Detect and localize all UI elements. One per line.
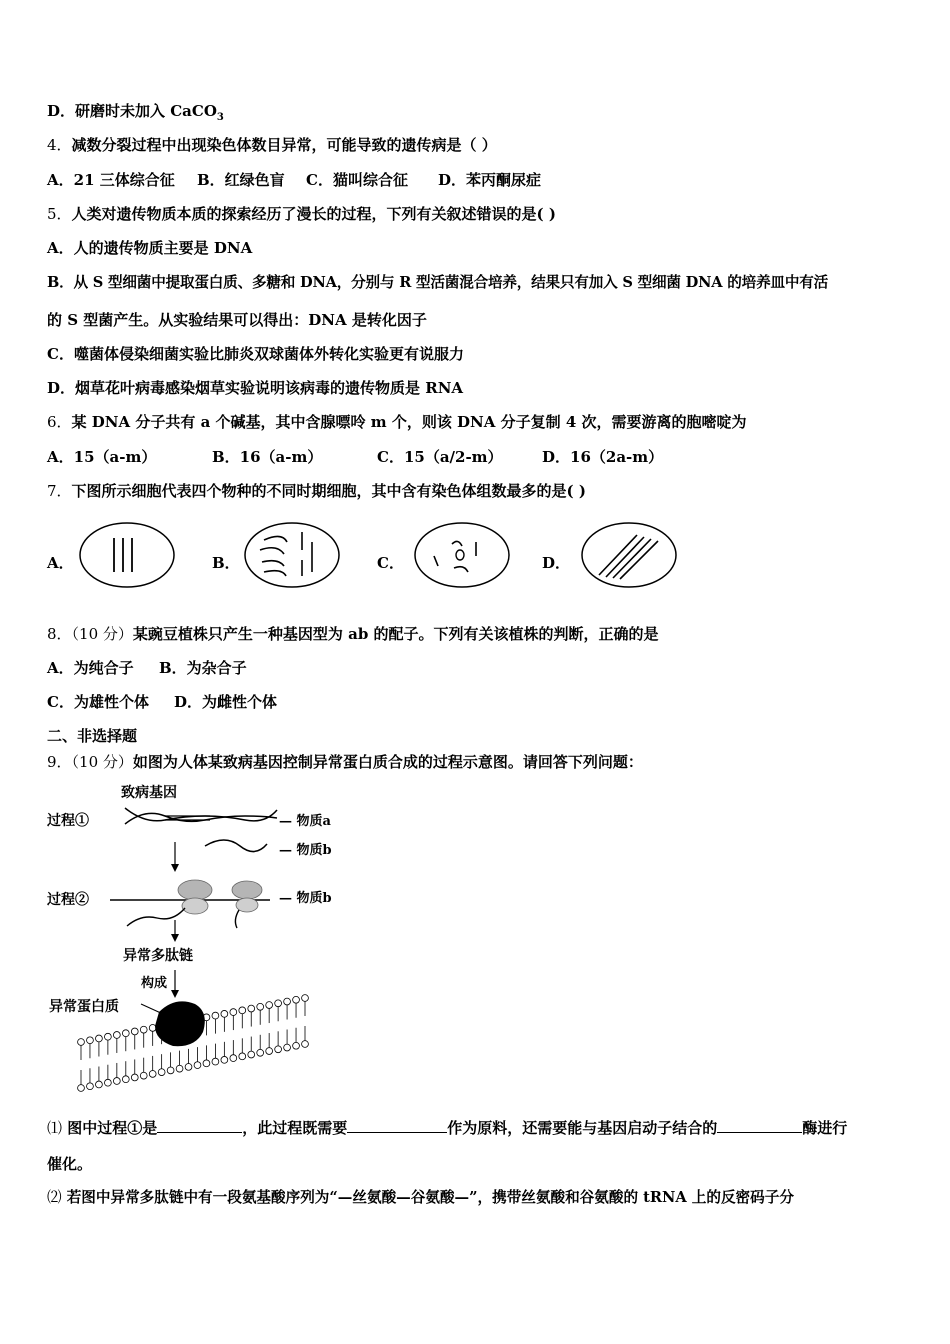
q9-subquestion-2: ⑵ 若图中异常多肽链中有一段氨基酸序列为“—丝氨酸—谷氨酸—”，携带丝氨酸和谷氨酸的 tRNA 上的反密码子分	[47, 1189, 794, 1206]
q8-option-a: A．为纯合子	[47, 659, 134, 677]
q6-option-d: D．16（2a-m）	[542, 448, 664, 466]
q4-option-a: A．21 三体综合征	[47, 171, 175, 189]
cell-a-figure	[77, 520, 177, 590]
q5-option-d: D．烟草花叶病毒感染烟草实验说明该病毒的遗传物质是 RNA	[47, 379, 464, 397]
label-pathogenic-gene: 致病基因	[121, 785, 177, 801]
label-substance-b-2: — 物质b	[279, 891, 332, 906]
cell-d-figure	[579, 520, 679, 590]
q6-option-c: C．15（a/2-m）	[377, 448, 503, 466]
q8-stem: 8．（10 分）某豌豆植株只产生一种基因型为 ab 的配子。下列有关该植株的判断，正确的是	[47, 625, 659, 643]
label-substance-a: — 物质a	[279, 814, 331, 829]
answer-blank-3[interactable]	[717, 1116, 802, 1133]
q6-stem: 6．某 DNA 分子共有 a 个碱基，其中含腺嘌呤 m 个，则该 DNA 分子复制 4 次，需要游离的胞嘧啶为	[47, 413, 747, 431]
q5-option-b-line1: B．从 S 型细菌中提取蛋白质、多糖和 DNA，分别与 R 型活菌混合培养，结果只有加入 S 型细菌 DNA 的培养皿中有活	[47, 274, 829, 291]
q6-options	[47, 446, 747, 468]
q9-subquestion-1: ⑴ 图中过程①是 ，此过程既需要 作为原料，还需要能与基因启动子结合的 酶进行	[47, 1116, 847, 1139]
cell-b-figure	[242, 520, 342, 590]
q4-options	[47, 169, 647, 191]
gene-expression-diagram	[45, 780, 365, 1100]
q5-option-c: C．噬菌体侵染细菌实验比肺炎双球菌体外转化实验更有说服力	[47, 345, 464, 363]
q6-option-b: B．16（a-m）	[212, 448, 323, 466]
q8-options-line1	[47, 657, 447, 679]
q7-label-b: B．	[212, 554, 240, 572]
q4-option-b: B．红绿色盲	[197, 171, 285, 189]
q4-option-c: C．猫叫综合征	[306, 171, 408, 189]
q7-label-c: C．	[377, 554, 404, 572]
label-abnormal-protein: 异常蛋白质	[49, 999, 119, 1015]
q9-stem: 9．（10 分）如图为人体某致病基因控制异常蛋白质合成的过程示意图。请回答下列问题：	[47, 753, 643, 771]
q8-option-d: D．为雌性个体	[174, 693, 278, 711]
q4-option-d: D．苯丙酮尿症	[438, 171, 542, 189]
label-substance-b-1: — 物质b	[279, 843, 332, 858]
label-process-2: 过程②	[47, 892, 89, 908]
q7-cell-figures	[47, 520, 747, 590]
q5-option-a: A．人的遗传物质主要是 DNA	[47, 239, 253, 257]
section-heading: 二、非选择题	[47, 727, 138, 745]
q5-stem: 5．人类对遗传物质本质的探索经历了漫长的过程，下列有关叙述错误的是( )	[47, 205, 556, 223]
q7-label-a: A．	[47, 554, 74, 572]
answer-blank-2[interactable]	[347, 1116, 447, 1133]
q7-stem: 7．下图所示细胞代表四个物种的不同时期细胞，其中含有染色体组数最多的是( )	[47, 482, 586, 500]
answer-blank-1[interactable]	[157, 1116, 242, 1133]
cell-c-figure	[412, 520, 512, 590]
q7-label-d: D．	[542, 554, 571, 572]
q4-stem: 4．减数分裂过程中出现染色体数目异常，可能导致的遗传病是（ ）	[47, 136, 497, 154]
label-abnormal-polypeptide: 异常多肽链	[123, 948, 193, 964]
label-compose: 构成	[141, 976, 168, 991]
q8-option-c: C．为雄性个体	[47, 693, 149, 711]
q6-option-a: A．15（a-m）	[47, 448, 157, 466]
q5-option-b-line2: 的 S 型菌产生。从实验结果可以得出：DNA 是转化因子	[47, 311, 427, 329]
q9-subquestion-1-line2: 催化。	[47, 1155, 93, 1173]
label-process-1: 过程①	[47, 813, 89, 829]
q8-option-b: B．为杂合子	[159, 659, 247, 677]
q8-options-line2	[47, 691, 447, 713]
q3-option-d: D．研磨时未加入 CaCO$_3$	[47, 102, 224, 123]
